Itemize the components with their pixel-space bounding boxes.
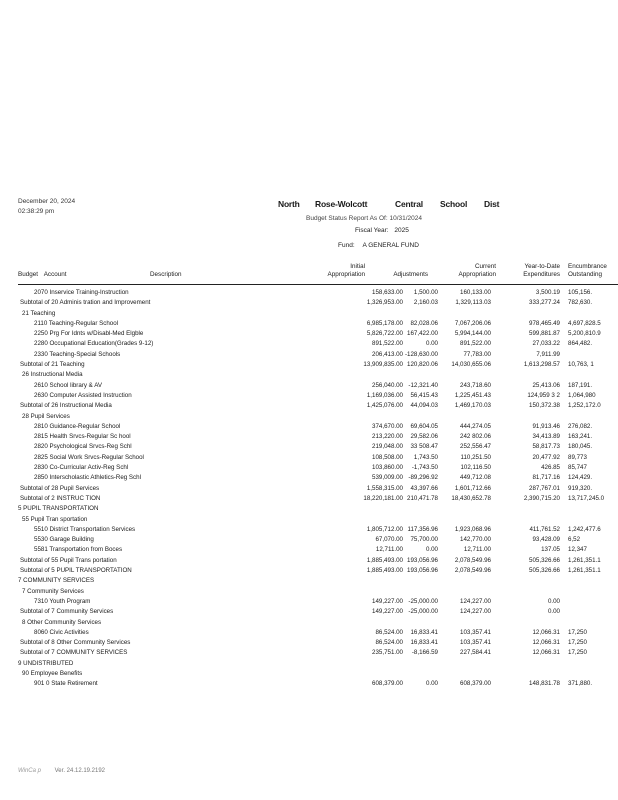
row-value-c4: 0.00 [547, 597, 560, 605]
row-label: 2850 Interscholastic Athletics-Reg Schl [34, 474, 141, 482]
row-value-c2: 43,397.66 [410, 484, 438, 492]
title-part: School [440, 199, 468, 209]
row-value-c2: 69,604.05 [410, 422, 438, 430]
row-value-c4: 124,959 3 2 [527, 391, 560, 399]
row-value-c1: 608,379.00 [372, 680, 403, 688]
row-value-c5: 163,241. [568, 433, 593, 441]
row-value-c4: 12,066.31 [532, 639, 560, 647]
row-value-c3: 449,712.08 [460, 474, 491, 482]
table-row [0, 381, 618, 391]
row-value-c1: 149,227.00 [372, 608, 403, 616]
table-row [0, 309, 618, 319]
row-value-c4: 81,717.16 [532, 474, 560, 482]
row-label: 901 0 State Retirement [34, 680, 98, 688]
row-value-c5: 919,320. [568, 484, 593, 492]
title-part: North [278, 199, 300, 209]
row-value-c1: 103,860.00 [372, 464, 403, 472]
table-row [0, 535, 618, 545]
table-row [0, 679, 618, 689]
header-ytd-expenditures [523, 263, 560, 279]
row-value-c4: 34,413.89 [532, 433, 560, 441]
table-row [0, 515, 618, 525]
row-value-c1: 219,048.00 [372, 443, 403, 451]
table-row [0, 391, 618, 401]
row-label: 2820 Psychological Srvcs-Reg Schl [34, 443, 132, 451]
row-value-c4: 0.00 [547, 608, 560, 616]
header-account: Account [43, 271, 67, 278]
footer-app: WinCa p [18, 768, 41, 774]
row-value-c2: 82,028.06 [410, 319, 438, 327]
row-label: 2330 Teaching-Special Schools [34, 350, 121, 358]
table-row [0, 298, 618, 308]
row-value-c4: 27,033.22 [532, 340, 560, 348]
row-value-c4: 505,326.66 [529, 556, 560, 564]
row-value-c3: 444,274.05 [460, 422, 491, 430]
row-value-c2: 75,700.00 [410, 536, 438, 544]
row-value-c3: 124,227.00 [460, 608, 491, 616]
row-value-c5: 13,717,245.0 [568, 494, 605, 502]
row-value-c3: 1,329,113.03 [455, 299, 491, 307]
header-description: Description [150, 271, 182, 278]
header-current-appropriation [459, 263, 496, 279]
report-subtitle: Budget Status Report As Of: 10/31/2024 [306, 215, 422, 222]
table-row [0, 442, 618, 452]
row-value-c2: -8,166.59 [411, 649, 438, 657]
row-value-c5: 17,250 [568, 639, 587, 647]
row-value-c1: 374,670.00 [372, 422, 403, 430]
header-budget: Budget [18, 271, 38, 278]
row-value-c3: 1,923,068.96 [454, 525, 491, 533]
row-value-c4: 150,372.38 [529, 402, 560, 410]
row-label: Subtotal of 26 Instructional Media [20, 402, 112, 410]
row-label: 7 COMMUNITY SERVICES [18, 577, 95, 585]
row-value-c1: 1,326,953.00 [366, 299, 403, 307]
row-value-c3: 160,133.00 [460, 289, 491, 296]
row-value-c2: 167,422.00 [407, 330, 438, 338]
row-value-c4: 287,767.01 [529, 484, 560, 492]
title-part: Dist [484, 199, 500, 209]
row-value-c5: 10,763, 1 [568, 361, 594, 369]
row-value-c3: 891,522.00 [460, 340, 491, 348]
row-value-c1: 86,524.00 [375, 639, 403, 647]
row-value-c2: 0.00 [425, 546, 438, 554]
table-row [0, 494, 618, 504]
district-title [278, 199, 499, 209]
row-value-c3: 124,227.00 [460, 597, 491, 605]
row-value-c3: 7,067,206.06 [454, 319, 491, 327]
row-label: Subtotal of 7 Community Services [20, 608, 114, 616]
row-label: 90 Employee Benefits [22, 669, 83, 677]
row-value-c2: 193,056.96 [407, 567, 438, 575]
row-value-c5: 105,156. [568, 289, 593, 296]
table-row [0, 659, 618, 669]
row-value-c2: 33 508.47 [410, 443, 438, 451]
row-label: 5510 District Transportation Services [34, 525, 136, 533]
row-value-c5: 17,250 [568, 649, 587, 657]
row-value-c2: 193,056.96 [407, 556, 438, 564]
table-row [0, 607, 618, 617]
table-row [0, 638, 618, 648]
row-value-c2: 120,820.06 [407, 361, 438, 369]
row-value-c5: 6,52 [568, 536, 581, 544]
row-value-c2: -89,296.92 [408, 474, 438, 482]
row-value-c4: 505,326.66 [529, 567, 560, 575]
row-value-c2: 44,094.03 [410, 402, 438, 410]
row-value-c5: 1,242,477.6 [568, 525, 601, 533]
row-label: 2630 Computer Assisted Instruction [34, 391, 132, 399]
row-label: 2070 Inservice Training-Instruction [34, 289, 129, 296]
row-label: 26 Instructional Media [22, 371, 83, 379]
row-value-c4: 426.85 [541, 464, 560, 472]
header-encumbrance-outstanding [568, 263, 607, 279]
title-part: Rose-Wolcott [315, 199, 368, 209]
table-row [0, 669, 618, 679]
row-value-c3: 252,556.47 [460, 443, 491, 451]
row-value-c2: -128,630.00 [404, 350, 438, 358]
row-label: Subtotal of 5 PUPIL TRANSPORTATION [20, 567, 132, 575]
header-initial-appropriation [328, 263, 365, 279]
row-value-c1: 256,040.00 [372, 381, 403, 389]
row-value-c2: 56,415.43 [410, 391, 438, 399]
row-value-c4: 148,831.78 [529, 680, 560, 688]
row-value-c2: 1,500.00 [413, 289, 438, 296]
header-initial-1: Initial [350, 263, 365, 270]
row-value-c2: 117,356.96 [407, 525, 438, 533]
row-value-c1: 18,220,181.00 [363, 494, 403, 502]
row-value-c2: 16,833.41 [410, 628, 438, 636]
row-value-c5: 1,064,980 [568, 391, 596, 399]
row-value-c2: -25,000.00 [408, 597, 438, 605]
row-value-c2: 16,833.41 [410, 639, 438, 647]
header-initial-2: Appropriation [327, 271, 365, 278]
row-value-c3: 2,078,549.96 [454, 556, 491, 564]
table-row [0, 618, 618, 628]
row-value-c1: 1,885,493.00 [366, 556, 403, 564]
row-value-c2: -1,743.50 [411, 464, 438, 472]
table-row [0, 401, 618, 411]
row-value-c3: 242 802.06 [460, 433, 491, 441]
row-value-c4: 1,613,298.57 [523, 361, 560, 369]
row-value-c1: 108,508.00 [372, 453, 403, 461]
table-row [0, 473, 618, 483]
row-label: Subtotal of 20 Adminis tration and Improvement [20, 299, 151, 307]
fiscal-year-line [355, 227, 409, 234]
row-value-c5: 187,191. [568, 381, 593, 389]
row-value-c5: 4,697,828.5 [568, 319, 601, 327]
row-value-c3: 243,718.60 [460, 381, 491, 389]
row-value-c1: 1,885,493.00 [366, 567, 403, 575]
row-value-c2: 2,160.03 [413, 299, 438, 307]
footer [18, 768, 105, 774]
row-label: 7 Community Services [22, 587, 84, 595]
row-label: 28 Pupil Services [22, 412, 70, 420]
row-label: Subtotal of 7 COMMUNITY SERVICES [20, 649, 128, 657]
row-value-c1: 539,009.00 [372, 474, 403, 482]
header-budget-account [18, 271, 66, 279]
row-label: 2815 Health Srvcs-Regular Sc hool [34, 433, 131, 441]
row-value-c5: 89,773 [568, 453, 587, 461]
row-value-c1: 1,425,076.00 [366, 402, 403, 410]
row-value-c1: 206,413.00 [372, 350, 403, 358]
report-time: 02:38:29 pm [18, 208, 55, 215]
table-row [0, 339, 618, 349]
row-value-c2: 0.00 [425, 680, 438, 688]
row-value-c2: 29,582.06 [410, 433, 438, 441]
row-value-c4: 333,277.24 [529, 299, 560, 307]
table-row [0, 525, 618, 535]
row-label: 5581 Transportation from Boces [34, 546, 123, 554]
table-row [0, 350, 618, 360]
row-value-c1: 1,169,036.00 [366, 391, 403, 399]
row-value-c3: 1,225,451.43 [454, 391, 491, 399]
row-value-c4: 58,817.73 [532, 443, 560, 451]
header-encumbrance-2: Outstanding [568, 271, 602, 278]
row-value-c5: 371,880. [568, 680, 593, 688]
row-label: 9 UNDISTRIBUTED [18, 659, 74, 667]
row-label: 21 Teaching [22, 309, 56, 317]
row-value-c3: 5,994,144.00 [454, 330, 491, 338]
row-label: 55 Pupil Tran sportation [22, 515, 88, 523]
row-value-c4: 137.05 [541, 546, 560, 554]
header-rule [18, 284, 618, 285]
row-value-c2: -25,000.00 [408, 608, 438, 616]
row-value-c5: 124,429. [568, 474, 593, 482]
row-label: 2810 Guidance-Regular School [34, 422, 121, 430]
table-row [0, 587, 618, 597]
row-value-c4: 12,066.31 [532, 628, 560, 636]
table-row [0, 504, 618, 514]
fund-label: Fund: [338, 242, 355, 249]
row-label: 2250 Prg For Idnts w/Disabl-Med Elgble [34, 330, 144, 338]
table-row [0, 370, 618, 380]
fund-line [338, 242, 419, 249]
row-value-c5: 864,482. [568, 340, 593, 348]
row-value-c3: 103,357.41 [460, 628, 491, 636]
table-row [0, 453, 618, 463]
row-value-c3: 1,469,170.03 [454, 402, 491, 410]
row-value-c3: 142,770.00 [460, 536, 491, 544]
row-value-c2: -12,321.40 [408, 381, 438, 389]
row-value-c1: 1,805,712.00 [366, 525, 403, 533]
table-row [0, 576, 618, 586]
row-value-c3: 227,584.41 [460, 649, 491, 657]
row-value-c3: 102,116.50 [460, 464, 491, 472]
row-label: Subtotal of 8 Other Community Services [20, 639, 131, 647]
row-value-c1: 12,711.00 [375, 546, 403, 554]
row-label: 5 PUPIL TRANSPORTATION [18, 505, 99, 513]
row-value-c2: 1,743.50 [413, 453, 438, 461]
row-label: 2610 School library & AV [34, 381, 102, 389]
row-value-c5: 276,082. [568, 422, 593, 430]
row-value-c5: 180,045. [568, 443, 593, 451]
row-value-c4: 20,477.92 [532, 453, 560, 461]
fiscal-year-value: 2025 [394, 227, 409, 234]
row-label: 2110 Teaching-Regular School [34, 319, 119, 327]
table-row [0, 628, 618, 638]
row-value-c1: 86,524.00 [375, 628, 403, 636]
row-value-c1: 213,220.00 [372, 433, 403, 441]
row-label: 2280 Occupational Education(Grades 9-12) [34, 340, 154, 348]
row-value-c3: 77,783.00 [463, 350, 491, 358]
table-row [0, 412, 618, 422]
row-value-c1: 6,985,178.00 [366, 319, 403, 327]
header-adjustments: Adjustments [393, 271, 428, 278]
row-value-c5: 1,261,351.1 [568, 567, 601, 575]
row-value-c4: 978,465.49 [529, 319, 560, 327]
table-row [0, 432, 618, 442]
row-label: 2830 Co-Curricular Activ-Reg Schl [34, 464, 129, 472]
row-value-c3: 12,711.00 [463, 546, 491, 554]
row-value-c1: 13,909,835.00 [363, 361, 403, 369]
table-row [0, 329, 618, 339]
row-value-c5: 1,261,351.1 [568, 556, 601, 564]
row-value-c1: 149,227.00 [372, 597, 403, 605]
row-value-c3: 103,357.41 [460, 639, 491, 647]
title-part: Central [395, 199, 423, 209]
row-value-c2: 0.00 [425, 340, 438, 348]
table-row [0, 545, 618, 555]
table-row [0, 484, 618, 494]
row-value-c1: 67,070.00 [375, 536, 403, 544]
row-label: Subtotal of 2 INSTRUC TION [20, 494, 101, 502]
header-ytd-1: Year-to-Date [524, 263, 560, 270]
row-value-c4: 7,911.99 [536, 350, 560, 358]
row-value-c4: 91,913.46 [532, 422, 560, 430]
table-row [0, 319, 618, 329]
row-value-c5: 12,347 [568, 546, 587, 554]
header-current-1: Current [475, 263, 496, 270]
header-ytd-2: Expenditures [523, 271, 560, 278]
report-timestamp [18, 197, 75, 217]
row-value-c4: 411,761.52 [529, 525, 560, 533]
header-encumbrance-1: Encumbrance [568, 263, 607, 270]
row-value-c3: 608,379.00 [460, 680, 491, 688]
report-date: December 20, 2024 [18, 198, 76, 205]
row-label: Subtotal of 28 Pupil Services [20, 484, 100, 492]
row-label: 8060 Civic Activities [34, 628, 89, 636]
row-value-c3: 2,078,549.96 [454, 567, 491, 575]
table-row [0, 288, 618, 298]
row-label: 2825 Social Work Srvcs-Regular School [34, 453, 144, 461]
row-value-c1: 891,522.00 [372, 340, 403, 348]
row-value-c5: 1,252,172.0 [568, 402, 601, 410]
row-label: Subtotal of 55 Pupil Trans portation [20, 556, 117, 564]
footer-version: Ver. 24.12.19.2192 [54, 768, 106, 774]
row-value-c1: 1,558,315.00 [366, 484, 403, 492]
fund-value: A GENERAL FUND [362, 242, 419, 249]
row-value-c4: 25,413.06 [532, 381, 560, 389]
row-value-c2: 210,471.78 [407, 494, 438, 502]
row-value-c3: 14,030,655.06 [451, 361, 491, 369]
row-value-c3: 110,251.50 [460, 453, 491, 461]
row-value-c5: 17,250 [568, 628, 587, 636]
row-value-c4: 93,428.09 [532, 536, 560, 544]
row-value-c4: 2,390,715.20 [523, 494, 560, 502]
row-value-c5: 5,200,810.9 [568, 330, 601, 338]
row-label: Subtotal of 21 Teaching [20, 361, 85, 369]
table-row [0, 463, 618, 473]
table-row [0, 556, 618, 566]
row-value-c1: 235,751.00 [372, 649, 403, 657]
row-value-c5: 782,630. [568, 299, 593, 307]
row-value-c4: 599,881.87 [529, 330, 560, 338]
row-value-c5: 85,747 [568, 464, 587, 472]
row-label: 5530 Garage Building [34, 536, 94, 544]
row-value-c3: 18,430,652.78 [451, 494, 491, 502]
row-label: 7310 Youth Program [34, 597, 91, 605]
table-row [0, 566, 618, 576]
row-value-c4: 3,500.19 [535, 289, 560, 296]
table-row [0, 597, 618, 607]
row-value-c3: 1,601,712.66 [454, 484, 491, 492]
row-value-c1: 158,633.00 [372, 289, 403, 296]
table-row [0, 422, 618, 432]
row-label: 8 Other Community Services [22, 618, 102, 626]
table-row [0, 360, 618, 370]
header-current-2: Appropriation [458, 271, 496, 278]
fiscal-year-label: Fiscal Year: [355, 227, 389, 234]
table-row [0, 648, 618, 658]
budget-table [0, 288, 618, 690]
row-value-c1: 5,826,722.00 [366, 330, 403, 338]
row-value-c4: 12,066.31 [532, 649, 560, 657]
